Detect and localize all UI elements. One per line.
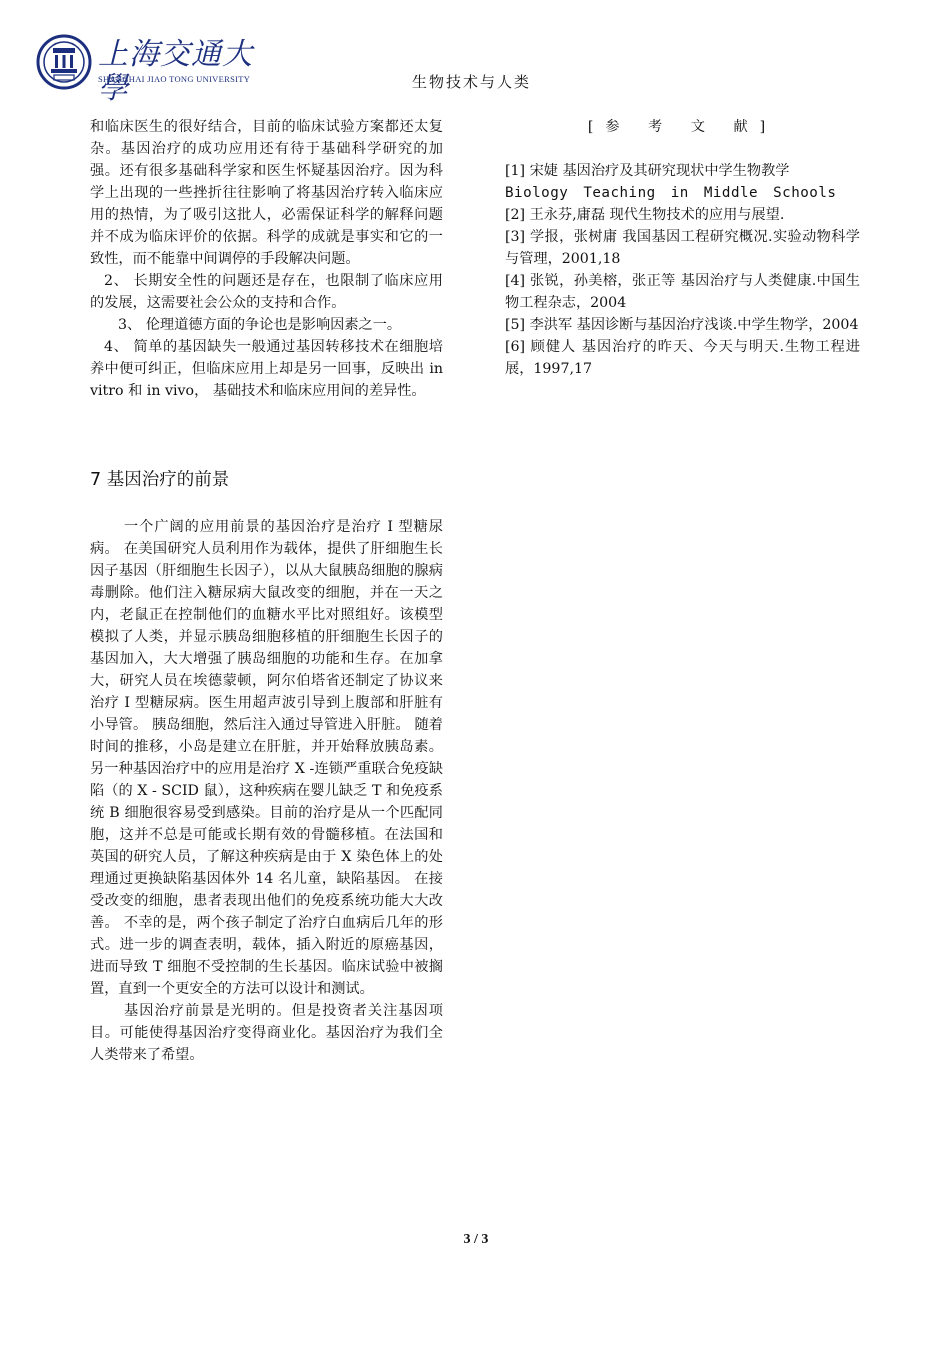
paragraph: 基因治疗前景是光明的。但是投资者关注基因项目。可能使得基因治疗变得商业化。基因治疗为我们全人类带来了希望。: [90, 1003, 443, 1063]
references-section: [505, 116, 860, 380]
section-body: [90, 516, 443, 1066]
reference-item: [1] 宋婕 基因治疗及其研究现状中学生物教学: [505, 163, 790, 179]
page-number: 3 / 3: [463, 1232, 489, 1247]
references-title: [参 考 文 献]: [587, 119, 778, 135]
university-logo: [36, 34, 276, 106]
university-emblem-icon: [36, 34, 92, 90]
reference-item: [5] 李洪军 基因诊断与基因治疗浅谈.中学生物学，2004: [505, 317, 859, 333]
list-item: 4、 简单的基因缺失一般通过基因转移技术在细胞培养中便可纠正，但临床应用上却是另一回事，反映出 in vitro 和 in vivo， 基础技术和临床应用间的差异性。: [90, 339, 443, 399]
reference-item: [3] 学报，张树庸 我国基因工程研究概况.实验动物科学与管理，2001,18: [505, 229, 860, 267]
reference-item: [2] 王永芬,庸磊 现代生物技术的应用与展望.: [505, 207, 785, 223]
paragraph: 一个广阔的应用前景的基因治疗是治疗 I 型糖尿病。 在美国研究人员利用作为载体，提供了肝细胞生长因子基因（肝细胞生长因子），以从大鼠胰岛细胞的腺病毒删除。他们注入糖尿病大鼠改变的细胞，并在一天之内，老鼠正在控制他们的血糖水平比对照组好。该模型模拟了人类，并显示胰岛细胞移植的肝细胞生长因子的基因加入，大大增强了胰岛细胞的功能和生存。在加拿大，研究人员在埃德蒙顿，阿尔伯塔省还制定了协议来治疗 I 型糖尿病。医生用超声波引导到上腹部和肝脏有小导管。 胰岛细胞，然后注入通过导管进入肝脏。 随着时间的推移，小岛是建立在肝脏，并开始释放胰岛素。另一种基因治疗中的应用是治疗 X -连锁严重联合免疫缺陷（的 X - SCID 鼠），这种疾病在婴儿缺乏 T 和免疫系统 B 细胞很容易受到感染。目前的治疗是从一个匹配同胞，这并不总是可能或长期有效的骨髓移植。在法国和英国的研究人员，了解这种疾病是由于 X 染色体上的处理通过更换缺陷基因体外 14 名儿童，缺陷基因。 在接受改变的细胞，患者表现出他们的免疫系统功能大大改善。 不幸的是，两个孩子制定了治疗白血病后几年的形式。进一步的调查表明，载体，插入附近的原癌基因，进而导致 T 细胞不受控制的生长基因。临床试验中被搁置，直到一个更安全的方法可以设计和测试。: [90, 519, 443, 997]
logo-chinese-name: 上海交通大學: [98, 37, 253, 106]
reference-item: [6] 顾健人 基因治疗的昨天、今天与明天.生物工程进展，1997,17: [505, 339, 860, 377]
logo-english-name: SHANGHAI JIAO TONG UNIVERSITY: [98, 74, 251, 84]
list-item: 3、 伦理道德方面的争论也是影响因素之一。: [118, 317, 402, 333]
list-item: 2、 长期安全性的问题还是存在，也限制了临床应用的发展，这需要社会公众的支持和合作。: [90, 273, 443, 311]
reference-item: [4] 张锐，孙美榕，张正等 基因治疗与人类健康.中国生物工程杂志，2004: [505, 273, 860, 311]
left-column-text: [90, 116, 443, 402]
page-header-title: 生物技术与人类: [412, 73, 532, 91]
paragraph: 和临床医生的很好结合，目前的临床试验方案都还太复杂。基因治疗的成功应用还有待于基础科学研究的加强。还有很多基础科学家和医生怀疑基因治疗。因为科学上出现的一些挫折往往影响了将基因治疗转入临床应用的热情，为了吸引这批人，必需保证科学的解释问题并不成为临床评价的依据。科学的成就是事实和它的一致性，而不能靠中间调停的手段解决问题。: [90, 119, 443, 267]
section-heading: 7 基因治疗的前景: [90, 470, 230, 490]
reference-item: Biology Teaching in Middle Schools: [505, 185, 837, 201]
